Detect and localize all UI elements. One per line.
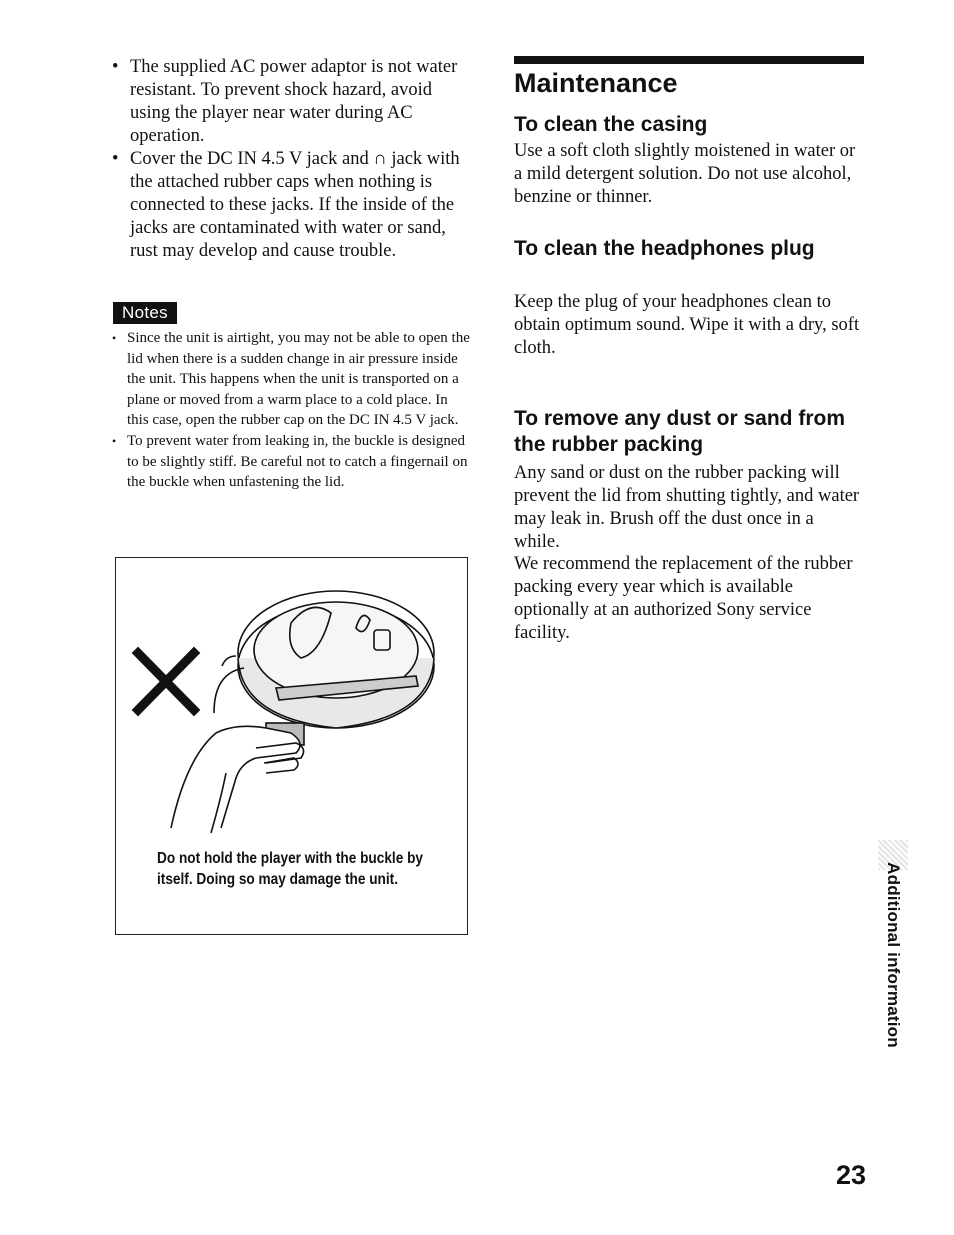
title-rule [514, 56, 864, 64]
warning-figure [115, 557, 468, 935]
player-illustration [116, 558, 467, 848]
cd-player-drawing [171, 591, 434, 833]
section-body-casing: Use a soft cloth slightly moistened in water or a mild detergent solution. Do not use alcohol, benzine or thinner. [514, 141, 856, 207]
notes-badge: Notes [113, 302, 177, 324]
section-body-rubber-packing: Any sand or dust on the rubber packing will prevent the lid from shutting tightly, and water may leak in. Brush off the dust once in a while. [514, 463, 860, 552]
section-body-rubber-packing-2: We recommend the replacement of the rubber packing every year which is available optionally at an authorized Sony service facility. [514, 554, 853, 643]
warning-bullet: • The supplied AC power adaptor is not water resistant. To prevent shock hazard, avoid using the player near water during AC operation. [112, 56, 472, 148]
page-title: Maintenance [514, 68, 678, 98]
section-heading-headphones: To clean the headphones plug [514, 237, 815, 260]
section-body-headphones: Keep the plug of your headphones clean to obtain optimum sound. Wipe it with a dry, soft cloth. [514, 292, 860, 358]
prohibited-x-icon [138, 653, 194, 710]
section-heading-casing: To clean the casing [514, 113, 708, 136]
figure-caption: Do not hold the player with the buckle by itself. Doing so may damage the unit. [157, 850, 424, 888]
page-number: 23 [836, 1160, 867, 1190]
warning-bullet-list [112, 56, 472, 263]
notes-list [112, 328, 472, 493]
warning-bullet: • Cover the DC IN 4.5 V jack and ∩ jack with the attached rubber caps when nothing is connected to these jacks. If the inside of the jacks are contaminated with water or sand, rust may develop and cause trouble. [112, 148, 472, 263]
note-item: • Since the unit is airtight, you may not be able to open the lid when there is a sudden change in air pressure inside the unit. This happens when the unit is transported on a plane or moved from a warm place to a cold place. In this case, open the rubber cap on the DC IN 4.5 V jack. [112, 328, 472, 431]
section-heading-rubber-packing: To remove any dust or sand from the rubber packing [514, 407, 846, 456]
note-item: • To prevent water from leaking in, the buckle is designed to be slightly stiff. Be careful not to catch a fingernail on the buckle when unfastening the lid. [112, 431, 472, 493]
side-tab-label: Additional information [884, 862, 903, 1048]
